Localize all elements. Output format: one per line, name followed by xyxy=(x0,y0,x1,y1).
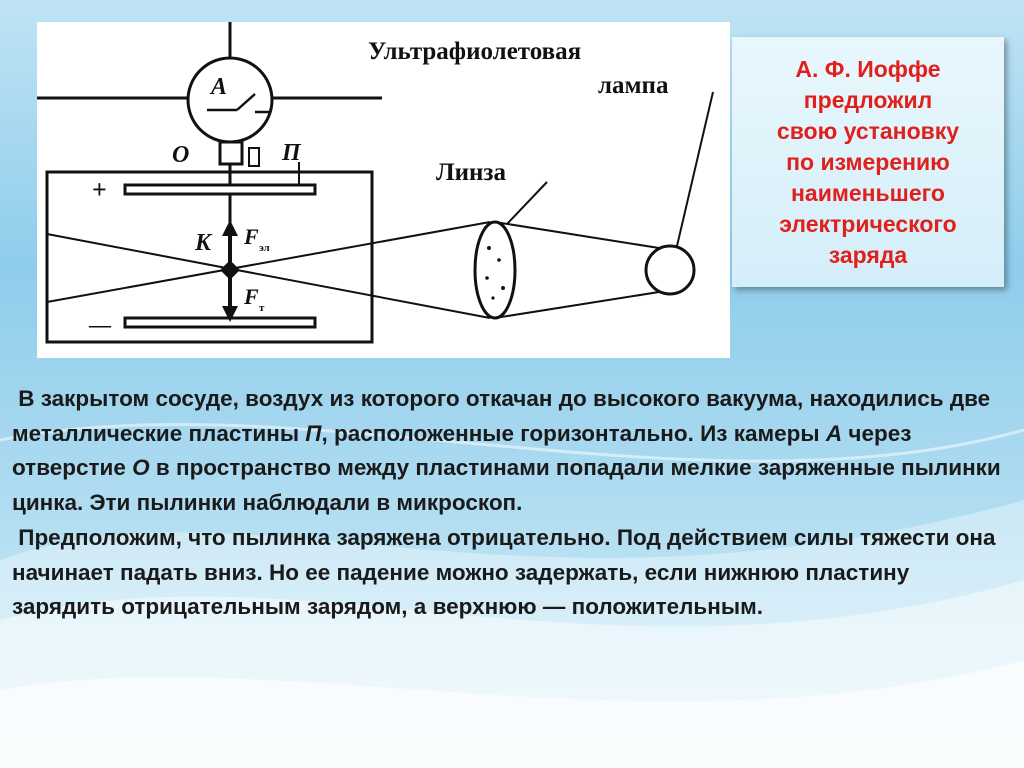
symbol-a: А xyxy=(825,420,843,446)
lamp-ray-lower xyxy=(495,292,659,318)
callout-line: А. Ф. Иоффе xyxy=(795,55,941,82)
chamber-neck xyxy=(220,142,242,164)
callout-box xyxy=(732,37,1004,287)
dust-particle xyxy=(220,260,240,280)
force-el-arrowhead xyxy=(222,220,238,236)
paragraph-1 xyxy=(12,382,1012,521)
lower-plate xyxy=(125,318,315,327)
callout-text xyxy=(777,54,959,271)
uv-lamp xyxy=(646,246,694,294)
callout-line: свою установку xyxy=(776,117,960,144)
lamp-leader xyxy=(677,92,713,246)
upper-plate xyxy=(125,185,315,194)
lens-leader xyxy=(507,182,547,224)
p2-text: Предположим, что пылинка заряжена отрицательно. Под действием силы тяжести она начинает падать вниз. Но ее падение можно задержать, если нижнюю пластину зарядить отрицательным зарядом, а верхнюю — положительным. xyxy=(12,524,996,620)
lens-label: Линза xyxy=(436,159,506,186)
callout-line: предложил xyxy=(803,86,933,113)
force-el-subscript: эл xyxy=(259,242,270,254)
ioffe-apparatus-diagram xyxy=(37,22,730,358)
force-g-symbol: F xyxy=(244,284,259,309)
hole-o-marker xyxy=(249,148,259,166)
lamp-label-line1: Ультрафиолетовая xyxy=(368,38,582,65)
force-el-symbol: F xyxy=(244,224,259,249)
particle-k-label: K xyxy=(195,230,212,256)
description-text xyxy=(12,382,1012,625)
p1-text-a: В закрытом сосуде, воздух из которого откачан до высокого вакуума, находились две металлические пластины xyxy=(12,386,991,446)
apparatus-svg xyxy=(37,22,730,358)
force-g-subscript: т xyxy=(259,302,265,314)
callout-line: заряда xyxy=(828,241,908,268)
callout-line: наименьшего xyxy=(791,179,945,206)
callout-line: по измерению xyxy=(786,148,950,175)
lamp-ray-upper xyxy=(495,222,659,248)
minus-sign: — xyxy=(89,312,111,337)
plus-sign: + xyxy=(92,175,107,204)
p1-text-b: , расположенные горизонтально. Из камеры xyxy=(321,420,826,446)
symbol-p: П xyxy=(305,420,322,446)
p1-text-d: в пространство между пластинами попадали мелкие заряженные пылинки цинка. Эти пылинки наблюдали в микроскоп. xyxy=(12,455,1001,516)
callout-line: электрического xyxy=(779,210,957,237)
paragraph-2 xyxy=(12,521,1012,625)
lamp-label-line2: лампа xyxy=(598,72,669,99)
light-ray-upper xyxy=(47,222,490,302)
chamber-a-label: A xyxy=(211,74,228,100)
symbol-o: О xyxy=(132,455,150,481)
p1-text-c: через отверстие xyxy=(12,420,912,481)
chamber-a xyxy=(188,58,272,142)
lens xyxy=(475,222,515,318)
hole-o-label: O xyxy=(172,142,190,168)
plate-p-label: П xyxy=(282,140,301,166)
